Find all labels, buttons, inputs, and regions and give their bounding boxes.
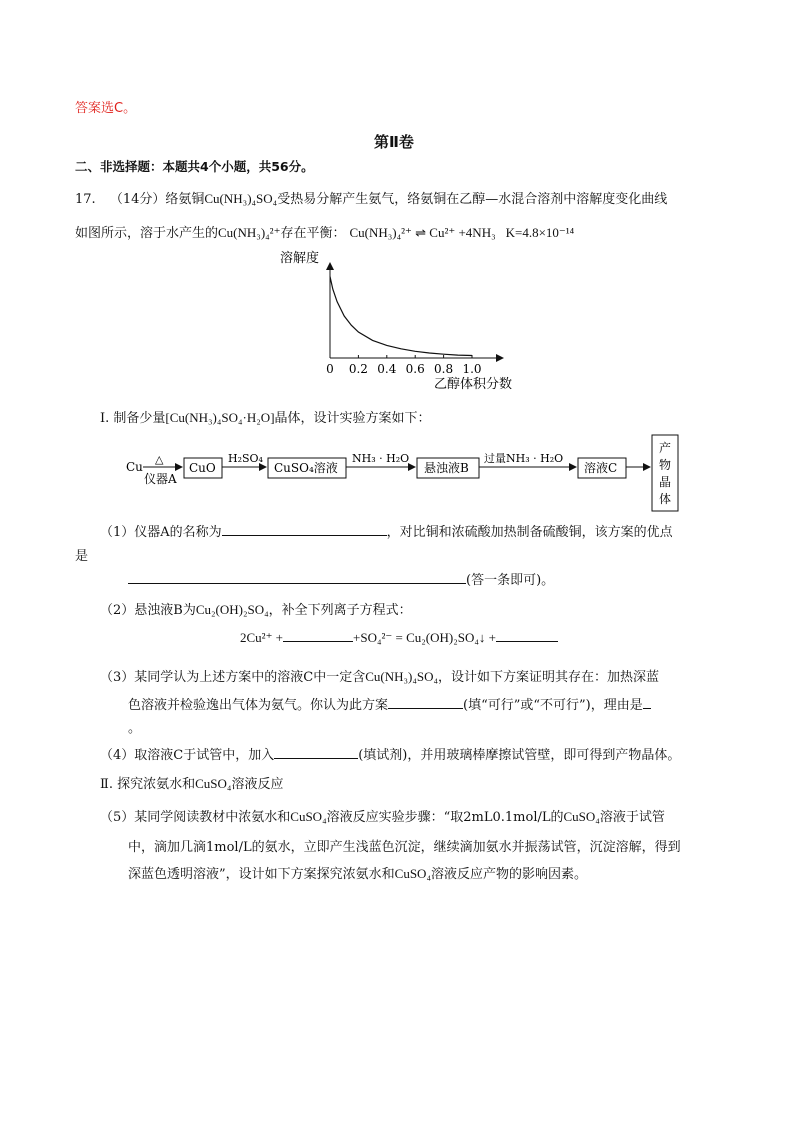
chart-x-tick-label: 0.8 [434, 362, 454, 376]
sub3-line2 [128, 694, 651, 713]
q17-intro-b: 受热易分解产生氨气，络氨铜在乙醇—水混合溶剂中溶解度变化曲线 [277, 192, 668, 207]
flow-arrow1-bottom: 仪器A [144, 472, 177, 486]
part1-header [100, 407, 431, 426]
sub1-text-a: （1）仪器A的名称为 [100, 525, 222, 540]
part2-text-a: Ⅱ. 探究浓氨水和 [100, 777, 196, 792]
answer-blank[interactable] [222, 522, 387, 536]
part1-label-b: 晶体，设计实验方案如下： [274, 411, 431, 426]
sub2-equation [240, 628, 558, 646]
q17-intro-a: 络氨铜 [165, 192, 205, 207]
section-header: 二、非选择题：本题共4个小题，共56分。 [75, 159, 314, 174]
sub1-text-d: (答一条即可)。 [466, 573, 555, 588]
sub5-line2: 中，滴加几滴1mol/L的氨水，立即产生浅蓝色沉淀，继续滴加氨水并振荡试管，沉淀溶解，得到 [128, 840, 681, 855]
sub5-line3 [128, 863, 587, 882]
sub2-eq-a: 2Cu²⁺ + [240, 630, 284, 645]
part1-label-a: I. 制备少量 [100, 411, 166, 426]
sub3-formula: Cu(NH₃)₄SO₄ [365, 669, 439, 684]
sub5-line1-a: （5）某同学阅读教材中浓氨水和 [100, 810, 291, 825]
flow-box2-label: CuSO₄溶液 [274, 461, 338, 475]
sub2-line1 [100, 599, 412, 618]
sub2-text-b: ，补全下列离子方程式： [268, 603, 412, 618]
flow-arrow1-top: △ [155, 453, 164, 466]
flow-box4-label: 溶液C [584, 461, 618, 475]
flow-arrow2-top: H₂SO₄ [228, 452, 263, 465]
q17-intro2-a: 如图所示，溶于水产生的 [75, 226, 219, 241]
sub5-line3-formula: CuSO₄ [394, 866, 431, 881]
part1-crystal: [Cu(NH₃)₄SO₄·H₂O] [165, 410, 275, 425]
q17-line2 [75, 222, 574, 241]
sub3-text-c: 色溶液并检验逸出气体为氨气。你认为此方案 [128, 698, 389, 713]
chart-x-tick-label: 0.4 [377, 362, 397, 376]
answer-blank[interactable] [496, 628, 558, 642]
q17-score: （14分） [109, 192, 166, 207]
sub3-text-b: ，设计如下方案证明其存在：加热深蓝 [438, 670, 660, 685]
sub5-line1-formula2: CuSO₄ [563, 809, 600, 824]
sub1-text-c: 是 [75, 549, 89, 564]
sub5-line1-b: 溶液反应实验步骤：“取2mL0.1mol/L的 [326, 810, 564, 825]
answer-blank[interactable] [283, 628, 353, 642]
sub5-line1-formula: CuSO₄ [290, 809, 327, 824]
sub5-line3-b: 溶液反应产物的影响因素。 [430, 867, 587, 882]
answer-blank[interactable] [128, 570, 466, 584]
chart-ylabel: 溶解度 [280, 251, 320, 266]
sub1-line3 [128, 569, 554, 588]
sub5-line1 [100, 806, 665, 825]
sub5-line1-c: 溶液于试管 [599, 810, 665, 825]
sub3-text-e: 。 [128, 721, 142, 736]
chart-x-tick-label: 0 [326, 362, 334, 376]
flow-arrow3-top: NH₃ · H₂O [352, 452, 410, 465]
flow-product-char: 产 [659, 441, 672, 455]
q17-complex1: Cu(NH₃)₄SO₄ [204, 191, 278, 206]
sub2-eq-b: +SO₄²⁻ = Cu₂(OH)₂SO₄↓ + [353, 630, 496, 645]
answer-note: 答案选C。 [75, 101, 137, 116]
sub3-text-d: (填“可行”或“不可行”)，理由是 [463, 698, 643, 713]
chart-x-tick-label: 1.0 [462, 362, 482, 376]
answer-blank[interactable] [643, 695, 651, 709]
solubility-chart [270, 248, 540, 393]
part2-text-b: 溶液反应 [231, 777, 284, 792]
sub3-line1 [100, 666, 659, 685]
part2-header [100, 773, 283, 792]
flow-box1-label: CuO [189, 461, 216, 475]
sub2-formula: Cu₂(OH)₂SO₄ [195, 602, 269, 617]
chart-x-tick-label: 0.2 [348, 362, 368, 376]
sub4-line [100, 744, 680, 763]
part2-formula: CuSO₄ [195, 776, 232, 791]
q17-intro2-b: 存在平衡： [280, 226, 346, 241]
q17-line1 [75, 188, 667, 207]
flow-start: Cu [126, 460, 143, 474]
q17-number: 17. [75, 192, 96, 207]
answer-blank[interactable] [388, 695, 463, 709]
flow-product-char: 体 [659, 492, 672, 506]
q17-k-value: K=4.8×10⁻¹⁴ [505, 225, 575, 240]
chart-x-tick-label: 0.6 [405, 362, 425, 376]
flow-product-char: 物 [659, 458, 672, 472]
flow-arrow4-top: 过量NH₃ · H₂O [484, 452, 564, 465]
q17-equilibrium: Cu(NH₃)₄²⁺ ⇌ Cu²⁺ +4NH₃ [349, 225, 496, 240]
flow-product-char: 晶 [659, 475, 672, 489]
sub5-line3-a: 深蓝色透明溶液”，设计如下方案探究浓氨水和 [128, 867, 395, 882]
sub1-text-b: ，对比铜和浓硫酸加热制备硫酸铜，该方案的优点 [386, 525, 673, 540]
sub4-text-b: (填试剂)，并用玻璃棒摩擦试管壁，即可得到产物晶体。 [358, 748, 681, 763]
flow-diagram [118, 432, 698, 517]
sub4-text-a: （4）取溶液C于试管中，加入 [100, 748, 275, 763]
chart-series-line [330, 277, 472, 356]
sub2-text-a: （2）悬浊液B为 [100, 603, 196, 618]
flow-box3-label: 悬浊液B [424, 461, 469, 475]
part-title: 第Ⅱ卷 [374, 133, 414, 151]
chart-xlabel: 乙醇体积分数 [434, 377, 513, 392]
sub1-line1 [100, 521, 673, 540]
answer-blank[interactable] [274, 745, 358, 759]
q17-complex-ion: Cu(NH₃)₄²⁺ [218, 225, 281, 240]
sub3-text-a: （3）某同学认为上述方案中的溶液C中一定含 [100, 670, 366, 685]
